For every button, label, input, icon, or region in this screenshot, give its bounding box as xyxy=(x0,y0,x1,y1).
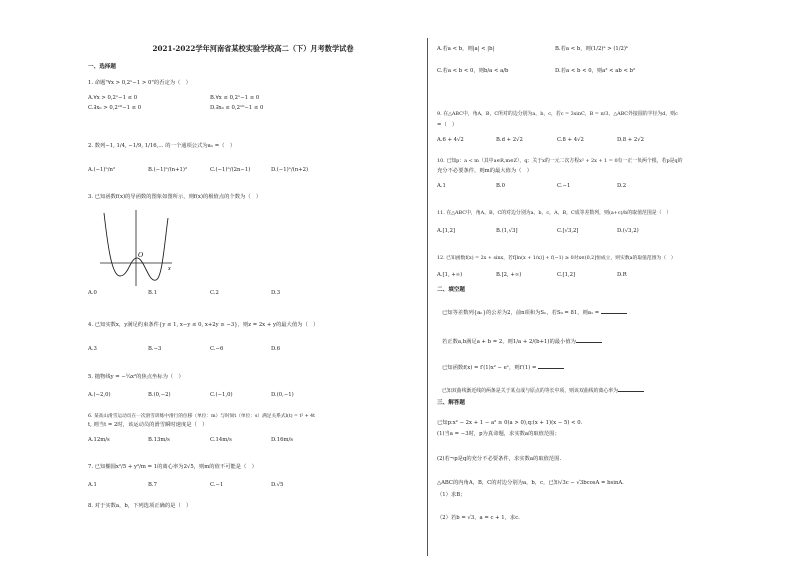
q2-option-c: C.(−1)ⁿ/(2n−1) xyxy=(210,167,251,173)
answer-question-2-part2: （2）若b = √3，a = c + 1，求c. xyxy=(437,515,520,521)
question-12: 12. 已知函数f(x) = 2x + sinx，若f[ln(x + 1/x)] + f(−1) ≥ 0对x∈(0,2]恒成立，则实数a的取值范围为（ ） xyxy=(437,256,676,261)
fill-blank-3[interactable] xyxy=(538,363,564,369)
fill-question-4-text: 已知双曲线渐近线的两条是关于某点成与原点的等长中项，则该双曲线的离心率为 xyxy=(442,388,619,394)
q6-option-a: A.12m/s xyxy=(88,437,110,443)
fill-question-2-text: 若正数a,b满足a + b = 2，则1/a + 2/(b+1)的最小值为 xyxy=(442,339,576,345)
fill-blank-2[interactable] xyxy=(576,337,602,343)
fill-question-1 xyxy=(442,308,627,317)
q12-option-d: D.R xyxy=(617,272,627,278)
q8-option-b: B.若a < b，则(1/2)ᵃ > (1/2)ᵇ xyxy=(555,46,629,52)
column-divider xyxy=(427,38,428,556)
fill-blank-1[interactable] xyxy=(601,308,627,314)
question-5: 5. 抛物线y = −¼x²的焦点坐标为（ ） xyxy=(88,374,184,380)
fill-question-4 xyxy=(442,386,644,395)
q1-option-c: C.∃x₀ > 0,2ˣ⁰−1 ≤ 0 xyxy=(88,105,142,111)
question-2: 2. 数列−1, 1/4, −1/9, 1/16,… 的一个通项公式为aₙ =（ ） xyxy=(88,143,236,149)
q3-option-b: B.1 xyxy=(148,290,157,296)
q4-option-d: D.6 xyxy=(271,346,281,352)
question-1: 1. 命题"∀x > 0,2ˣ−1 > 0"的否定为（ ） xyxy=(88,80,191,86)
q8-option-d: D.若a < b < 0，则a² < ab < b² xyxy=(555,68,636,74)
q11-option-c: C.[√3,2] xyxy=(557,228,579,234)
q1-option-d: D.∃x₀ ≤ 0,2ˣ⁰−1 ≤ 0 xyxy=(210,105,264,111)
q6-option-b: B.13m/s xyxy=(148,437,170,443)
question-10-cont: 充分不必要条件，则m的最大值为（ ） xyxy=(437,168,533,174)
q5-option-c: C.(−1,0) xyxy=(210,392,233,398)
q9-option-a: A.6 + 4√2 xyxy=(437,137,464,143)
q5-option-d: D.(0,−1) xyxy=(271,392,294,398)
q5-option-b: B.(0,−2) xyxy=(148,392,171,398)
q10-option-d: D.2 xyxy=(617,183,627,189)
q11-option-d: D.(√3,2) xyxy=(617,228,639,234)
fill-question-3-text: 已知函数f(x) = f′(1)x² − eˣ，则f′(1) = xyxy=(442,365,539,371)
q4-option-a: A.3 xyxy=(88,346,97,352)
question-9-cont: =（ ） xyxy=(437,122,458,128)
question-11: 11. 在△ABC中，角A，B，C的对边分别为a，b，c，A，B，C成等差数列，则(a+c)/b的取值范围是（ ） xyxy=(437,210,672,216)
q12-option-b: B.[2, +∞) xyxy=(496,272,522,278)
q7-option-d: D.√5 xyxy=(271,482,284,488)
answer-question-1-part2: (2)若¬p是q的充分不必要条件，求实数a的取值范围. xyxy=(437,456,562,462)
question-6: 6. 某高山滑雪运动员在一次滑雪训练中滑行的位移（单位：m）与时间t（单位：s）满足关系式l(t) = t² + 4t xyxy=(88,414,315,419)
q1-option-b: B.∀x ≤ 0,2ˣ−1 ≤ 0 xyxy=(210,95,260,101)
question-10: 10. 已知p：a < m（其中a∈R,m∈Z），q：关于x的一元二次方程x² + 2x + 1 = 0有一正一负两个根，若p是q的 xyxy=(437,158,683,164)
exam-title: 2021-2022学年河南省某校实验学校高二（下）月考数学试卷 xyxy=(152,44,354,53)
section-fill-heading: 二、填空题 xyxy=(437,287,465,293)
q10-option-a: A.1 xyxy=(437,183,446,189)
answer-question-2: △ABC的内角A，B，C的对边分别为a，b，c，已知√3c − √3bcosA = bsinA. xyxy=(437,480,624,486)
q6-option-d: D.16m/s xyxy=(271,437,294,443)
q6-option-c: C.14m/s xyxy=(210,437,232,443)
q2-option-d: D.(−1)ⁿ/(n+2) xyxy=(271,167,309,173)
x-axis-label: x xyxy=(168,266,171,272)
q5-option-a: A.(−2,0) xyxy=(88,392,111,398)
q3-option-d: D.3 xyxy=(271,290,281,296)
question-8: 8. 对于实数a，b，下列选项正确的是（ ） xyxy=(88,503,192,509)
section-answer-heading: 三、解答题 xyxy=(437,400,465,406)
q9-option-b: B.d + 2√2 xyxy=(496,137,523,143)
q10-option-c: C.−1 xyxy=(557,183,571,189)
q8-option-a: A.若a < b，则|a| < |b| xyxy=(437,46,495,52)
question-9: 9. 在△ABC中，角A，B，C所对的边分别为a，b，c，若c = 3sinC，B = π/3，△ABC外接圆的半径为d，则c xyxy=(437,111,678,117)
q8-option-c: C.若a < b < 0，则b/a < a/b xyxy=(437,68,509,74)
fill-question-3 xyxy=(442,363,564,372)
fill-blank-4[interactable] xyxy=(618,386,644,392)
question-6-cont: t, 则当t = 2时，该运动员的滑雪瞬时速度是（ ） xyxy=(88,422,208,428)
q10-option-b: B.0 xyxy=(496,183,505,189)
q12-option-c: C.[1,2] xyxy=(557,272,576,278)
q4-option-c: C.−6 xyxy=(210,346,224,352)
q12-option-a: A.[1, +∞) xyxy=(437,272,463,278)
q1-option-a: A.∀x > 0,2ˣ−1 ≤ 0 xyxy=(88,95,138,101)
answer-question-1: 已知p:x² − 2x + 1 − a² ≥ 0(a > 0),q:(x + 1)(x − 5) < 0. xyxy=(437,420,583,426)
q9-option-c: C.8 + 4√2 xyxy=(557,137,584,143)
fill-question-1-text: 已知等差数列{aₙ}的公差为2，前n项和为Sₙ，若S₉ = 81，则a₁ = xyxy=(442,310,601,316)
answer-question-2-part1: （1）求B； xyxy=(437,492,466,498)
q3-option-a: A.0 xyxy=(88,290,97,296)
q11-option-a: A.[1,2] xyxy=(437,228,456,234)
question-3: 3. 已知函数f(x)的导函数的图象如图所示，则f(x)的极值点的个数为（ ） xyxy=(88,194,262,200)
q3-option-c: C.2 xyxy=(210,290,219,296)
q9-option-d: D.8 + 2√2 xyxy=(617,137,645,143)
q7-option-b: B.7 xyxy=(148,482,157,488)
origin-label: O xyxy=(138,251,144,259)
derivative-graph xyxy=(98,208,174,288)
question-7: 7. 已知椭圆x²/5 + y²/m = 1的离心率为2√5，则m的值不可能是（ ） xyxy=(88,464,257,470)
fill-question-2 xyxy=(442,337,602,346)
q11-option-b: B.(1,√3] xyxy=(496,228,518,234)
q7-option-a: A.1 xyxy=(88,482,97,488)
question-4: 4. 已知实数x，y满足约束条件{y ≤ 1, x−y ≤ 0, x+2y ≥ −3}，则z = 2x + y的最大值为（ ） xyxy=(88,322,319,328)
section-choice-heading: 一、选择题 xyxy=(88,64,116,70)
q2-option-a: A.(−1)ⁿ/n² xyxy=(88,167,116,173)
answer-question-1-part1: (1)当a = −3时，p为真命题，求实数a的取值范围； xyxy=(437,431,560,437)
q4-option-b: B.−3 xyxy=(148,346,162,352)
q2-option-b: B.(−1)ⁿ/(n+1)² xyxy=(148,167,188,173)
q7-option-c: C.−1 xyxy=(210,482,224,488)
